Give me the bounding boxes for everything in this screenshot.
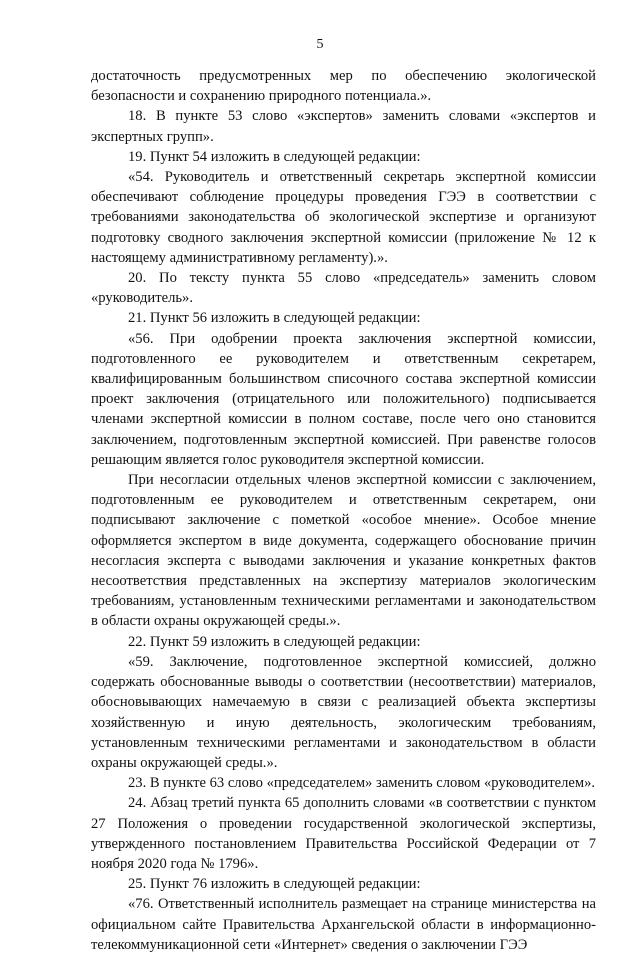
paragraph: 21. Пункт 56 изложить в следующей редакции: [128,310,421,327]
paragraph: 20. По тексту пункта 55 слово «председатель» заменить словом «руководитель». [91,270,596,307]
paragraph: 22. Пункт 59 изложить в следующей редакции: [128,633,421,650]
document-body [91,66,596,955]
paragraph: 24. Абзац третий пункта 65 дополнить словами «в соответствии с пунктом 27 Положения о проведении государственной экологической экспертизы, утвержденного постановлением Правительства Российской Федерации от 7 ноября 2020 года № 1796». [91,795,596,872]
paragraph: 19. Пункт 54 изложить в следующей редакции: [128,148,421,165]
paragraph: 18. В пункте 53 слово «экспертов» заменить словами «экспертов и экспертных групп». [91,108,596,145]
paragraph: 23. В пункте 63 слово «председателем» заменить словом «руководителем». [128,775,596,792]
paragraph: достаточность предусмотренных мер по обеспечению экологической безопасности и сохранению природного потенциала.». [91,68,596,105]
paragraph: При несогласии отдельных членов экспертной комиссии с заключением, подготовленным ее руководителем и ответственным секретарем, они подписывают заключение с пометкой «особое мнение». Особое мнение оформляется экспертом в виде документа, содержащего обоснование причин несогласия эксперта с выводами заключения и указание конкретных фактов несоответствия представленных на экспертизу материалов экологическим требованиям, установленным техническими регламентами и законодательством в области охраны окружающей среды.». [91,472,596,630]
paragraph: «56. При одобрении проекта заключения экспертной комиссии, подготовленного ее руководителем и ответственным секретарем, квалифицированным большинством списочного состава экспертной комиссии проект заключения (отрицательного или положительного) подписывается членами экспертной комиссии в полном составе, после чего оно становится заключением, подготовленным экспертной комиссией. При равенстве голосов решающим является голос руководителя экспертной комиссии. [91,330,596,468]
paragraph: «59. Заключение, подготовленное экспертной комиссией, должно содержать обоснованные выводы о соответствии (несоответствии) материалов, обосновывающих намечаемую в связи с реализацией объекта экспертизы хозяйственную и иную деятельность, экологическим требованиям, установленным техническими регламентами и законодательством в области охраны окружающей среды.». [91,653,596,771]
paragraph: «54. Руководитель и ответственный секретарь экспертной комиссии обеспечивают соблюдение процедуры проведения ГЭЭ в соответствии с требованиями законодательства об экологической экспертизе и организуют подготовку сводного заключения экспертной комиссии (приложение № 12 к настоящему административному регламенту).». [91,169,596,266]
page-number: 5 [316,37,324,52]
paragraph: «76. Ответственный исполнитель размещает на странице министерства на официальном сайте Правительства Архангельской области в информационно-телекоммуникационной сети «Интернет» сведения о заключении ГЭЭ [91,896,596,953]
paragraph: 25. Пункт 76 изложить в следующей редакции: [128,876,421,893]
